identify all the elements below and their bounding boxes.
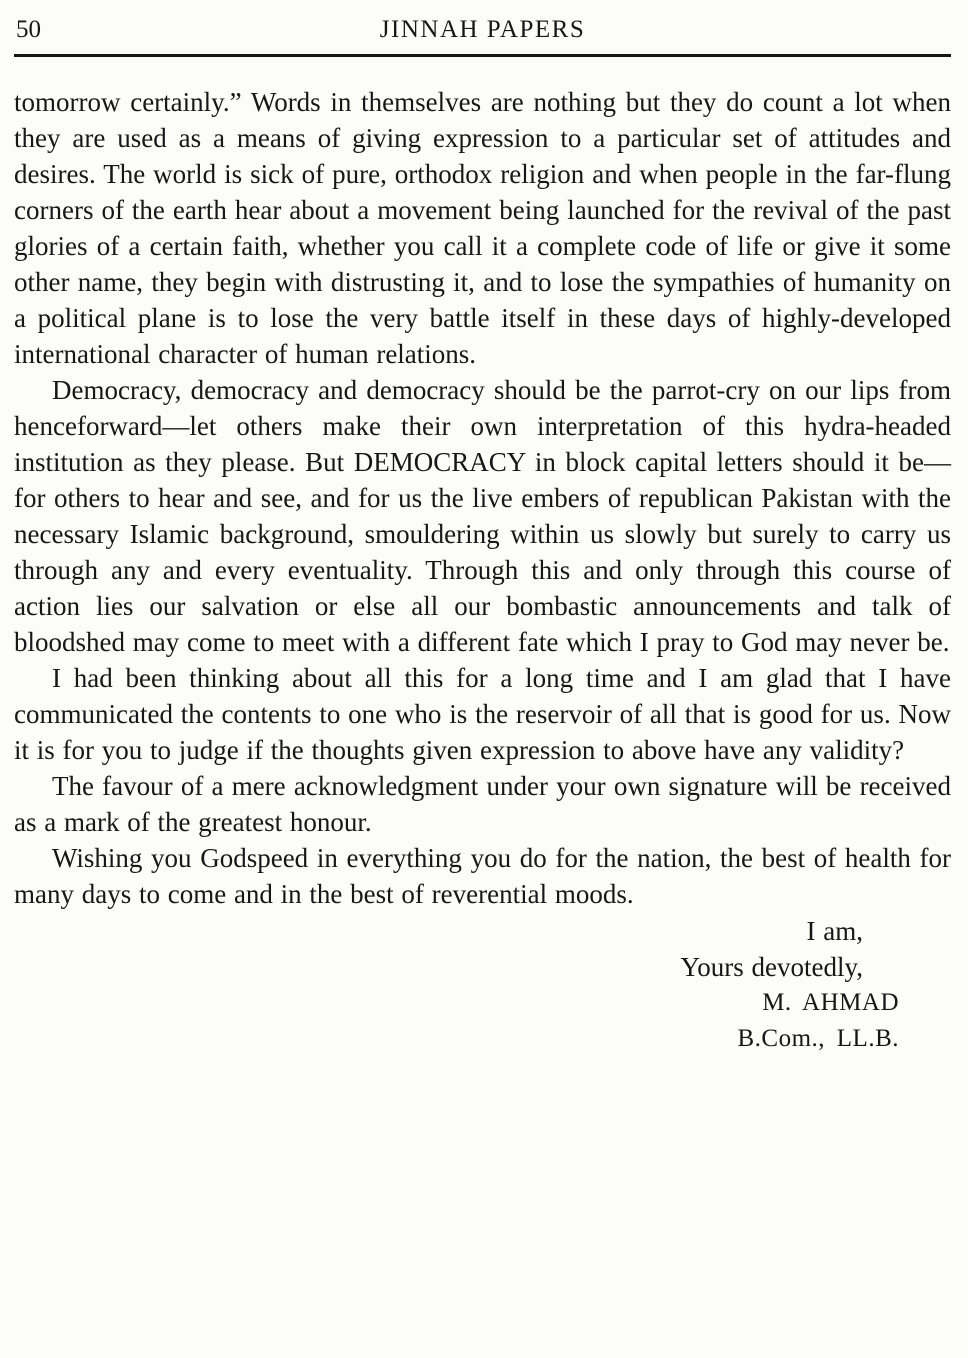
header-rule — [14, 54, 951, 57]
signature-name: M. AHMAD — [762, 989, 899, 1016]
page-body — [14, 84, 951, 1057]
paragraph-4: The favour of a mere acknowledgment under your own signature will be received as a mark of the greatest honour. — [14, 771, 951, 837]
page-number: 50 — [16, 16, 41, 43]
paragraph-3: I had been thinking about all this for a long time and I am glad that I have communicated the contents to one who is the reservoir of all that is good for us. Now it is for you to judge if the thoughts given expression to above have any validity? — [14, 663, 951, 765]
closing-line-i-am: I am, — [806, 916, 863, 946]
letter-closing — [14, 913, 951, 1057]
paragraph-2: Democracy, democracy and democracy should be the parrot-cry on our lips from henceforward—let others make their own interpretation of this hydra-headed institution as they please. But DEMOCRACY in block capital letters should it be—for others to hear and see, and for us the live embers of republican Pakistan with the necessary Islamic background, smouldering within us slowly but surely to carry us through any and every eventuality. Through this and only through this course of action lies our salvation or else all our bombastic announcements and talk of bloodshed may come to meet with a different fate which I pray to God may never be. — [14, 375, 951, 657]
closing-line-yours-devotedly: Yours devotedly, — [680, 952, 863, 982]
running-title: JINNAH PAPERS — [379, 16, 586, 43]
paragraph-1: tomorrow certainly.” Words in themselves are nothing but they do count a lot when they are used as a means of giving expression to a particular set of attitudes and desires. The world is sick of pure, orthodox religion and when people in the far-flung corners of the earth hear about a movement being launched for the revival of the past glories of a certain faith, whether you call it a complete code of life or give it some other name, they begin with distrusting it, and to lose the sympathies of humanity on a political plane is to lose the very battle itself in these days of highly-developed international character of human relations. — [14, 87, 951, 369]
paragraph-5: Wishing you Godspeed in everything you do for the nation, the best of health for many days to come and in the best of reverential moods. — [14, 843, 951, 909]
signature-credentials: B.Com., LL.B. — [737, 1025, 899, 1052]
page-header — [14, 10, 951, 54]
